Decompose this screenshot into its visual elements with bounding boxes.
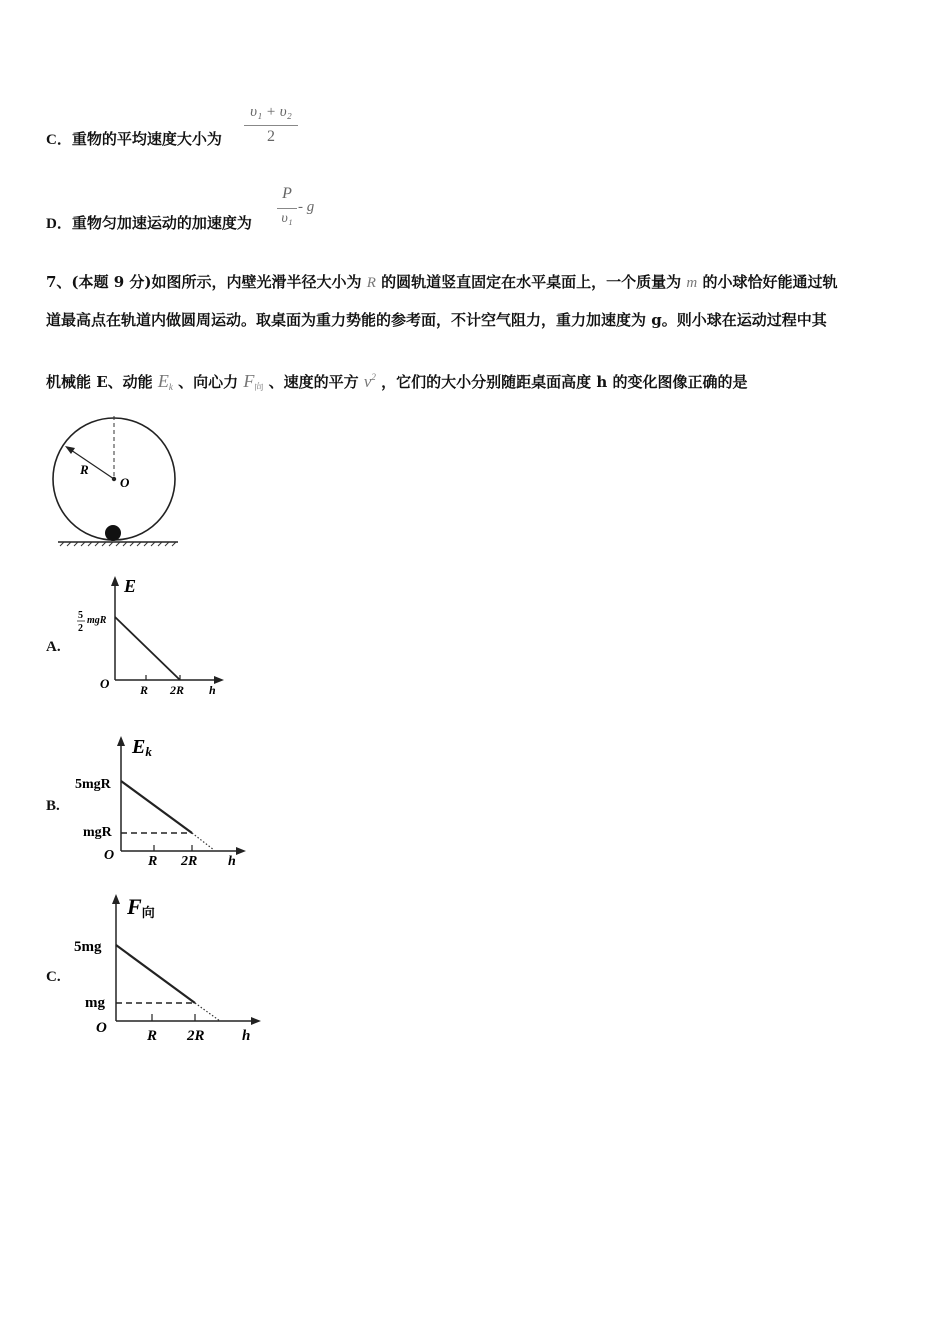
radius-label: R (80, 462, 89, 477)
variable-ek: $E_k$ (157, 371, 173, 392)
origin-label: O (100, 676, 110, 691)
radius-arrow-head (65, 446, 75, 454)
f-line-dotted-extension (195, 1003, 220, 1021)
formula-d-fraction-bar (277, 208, 297, 209)
origin-label: O (104, 848, 115, 863)
x-tick-label-2r: 2R (187, 1028, 205, 1044)
option-d-label: D． (46, 216, 72, 232)
ball (105, 525, 121, 541)
y-value-low: mgR (83, 825, 112, 840)
graph-option-b-label[interactable]: B. (46, 798, 60, 814)
center-label: O (120, 475, 130, 490)
y-value-top: 5mg (74, 939, 102, 955)
option-c-label: C． (46, 132, 72, 148)
ek-line (121, 781, 192, 833)
x-axis-arrow (251, 1017, 261, 1025)
option-d-text: 重物匀加速运动的加速度为 (71, 214, 252, 232)
x-tick-label-2r: 2R (181, 854, 198, 869)
y-value-top: 5mgR (75, 777, 111, 792)
x-axis-label: h (228, 854, 236, 869)
x-tick-label-r: R (148, 854, 158, 869)
x-tick-label-r: R (140, 683, 149, 697)
y-axis-arrow (112, 894, 120, 904)
question-text-3c: 、速度的平方 (268, 373, 359, 391)
y-value-denominator: 2 (78, 623, 83, 634)
y-axis-label: Ek (132, 736, 152, 759)
formula-d-numerator: P (282, 185, 292, 202)
x-axis-arrow (236, 847, 246, 855)
x-axis-label: h (242, 1028, 251, 1044)
y-value-low: mg (85, 995, 105, 1011)
variable-f-centripetal: $F_向$ (243, 371, 264, 392)
question-text-1b: 的圆轨道竖直固定在水平桌面上，一个质量为 (381, 273, 682, 291)
radius-arrow-line (68, 448, 114, 479)
y-axis-arrow (117, 736, 125, 746)
variable-m: m (686, 275, 698, 291)
formula-c-fraction-bar (244, 125, 298, 126)
y-axis-label: F向 (127, 894, 155, 920)
option-c-text: 重物的平均速度大小为 (71, 130, 222, 148)
graph-option-a-label[interactable]: A. (46, 639, 61, 655)
circular-track-figure (52, 412, 182, 552)
graph-c (72, 890, 268, 1046)
option-d-previous (46, 212, 252, 233)
origin-label: O (96, 1020, 107, 1036)
f-line (116, 945, 195, 1003)
y-axis-label: E (124, 576, 137, 596)
question-text-1a: 7、(本题 9 分)如图所示，内壁光滑半径大小为 (46, 273, 362, 291)
question-text-3b: 、向心力 (178, 373, 239, 391)
e-line (115, 617, 180, 680)
question-line-1 (46, 271, 838, 292)
question-text-3a: 机械能 E、动能 (46, 373, 153, 391)
x-axis-label: h (209, 683, 216, 697)
y-axis-arrow (111, 576, 119, 586)
y-value-numerator: 5 (78, 610, 83, 621)
x-tick-label-2r: 2R (170, 683, 185, 697)
question-text-3d: ，它们的大小分别随距桌面高度 h 的变化图像正确的是 (381, 373, 748, 391)
graph-b (72, 732, 252, 872)
variable-r: R (366, 275, 376, 291)
center-dot (112, 477, 116, 481)
variable-v-squared: $v^2$ (363, 372, 376, 391)
formula-d-denominator: υ₁ (281, 211, 293, 226)
formula-c-denominator: 2 (267, 128, 275, 145)
x-tick-label-r: R (147, 1028, 158, 1044)
y-value-unit: mgR (87, 615, 107, 626)
ek-line-dotted-extension (192, 833, 214, 850)
graph-option-c-label[interactable]: C. (46, 969, 61, 985)
question-line-3 (46, 371, 748, 393)
question-text-1c: 的小球恰好能通过轨 (702, 273, 838, 291)
graph-a (72, 574, 232, 700)
formula-c-numerator: υ₁ + υ₂ (250, 104, 292, 120)
formula-d-tail: - g (298, 199, 315, 215)
option-c-previous (46, 128, 222, 149)
question-line-2: 道最高点在轨道内做圆周运动。取桌面为重力势能的参考面，不计空气阻力，重力加速度为 g。则小球在运动过程中其 (46, 311, 827, 329)
